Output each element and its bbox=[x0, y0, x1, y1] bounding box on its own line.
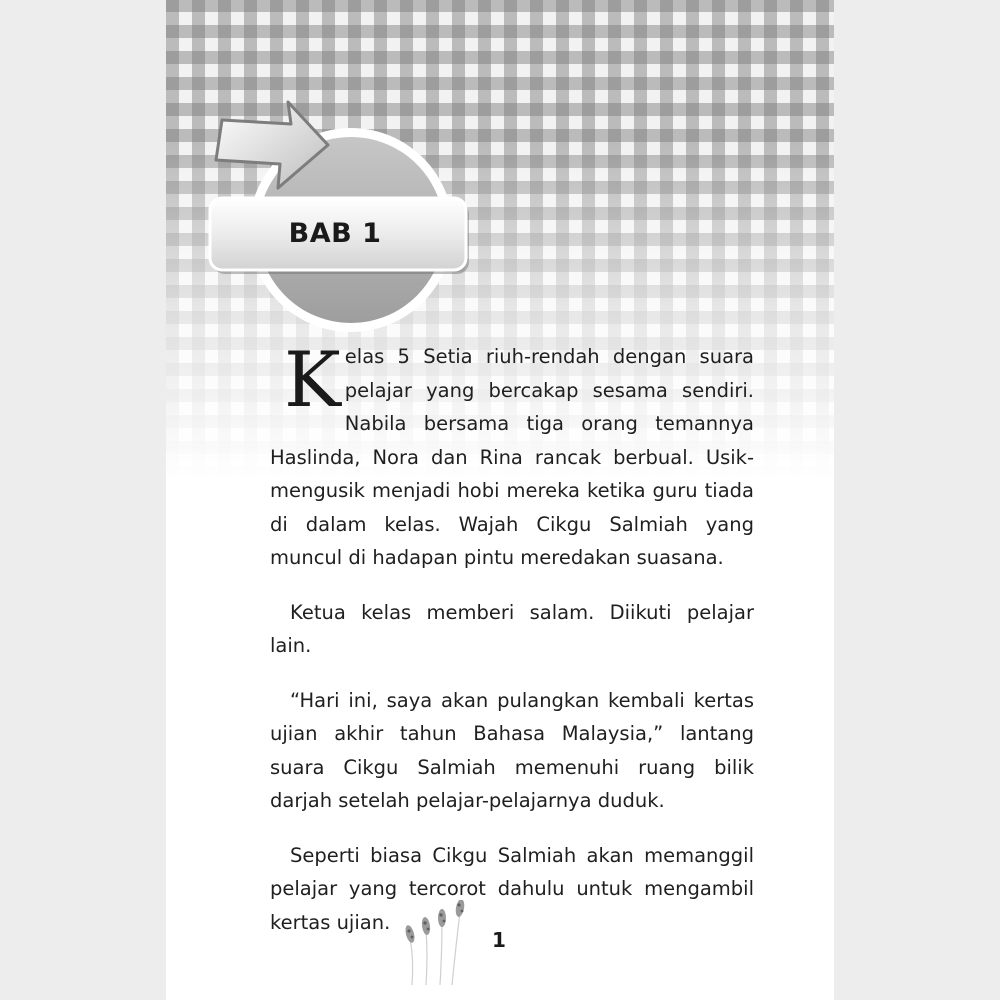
book-page bbox=[166, 0, 834, 1000]
paragraph-1-text: elas 5 Setia riuh-rendah dengan suara pelajar yang bercakap sesama sendiri. Nabila bersama tiga orang temannya Haslinda, Nora dan Rina rancak berbual. Usik-mengusik menjadi hobi mereka ketika guru tiada di dalam kelas. Wajah Cikgu Salmiah yang muncul di hadapan pintu meredakan suasana. bbox=[270, 345, 754, 569]
paragraph-1 bbox=[270, 335, 754, 575]
paragraph-3: “Hari ini, saya akan pulangkan kembali kertas ujian akhir tahun Bahasa Malaysia,” lantang suara Cikgu Salmiah memenuhi ruang bilik darjah setelah pelajar-pelajarnya duduk. bbox=[270, 688, 754, 812]
paragraph-4: Seperti biasa Cikgu Salmiah akan memanggil pelajar yang tercorot dahulu untuk mengambil kertas ujian. bbox=[270, 843, 754, 934]
paragraph-2: Ketua kelas memberi salam. Diikuti pelajar lain. bbox=[270, 600, 754, 657]
page-number: 1 bbox=[492, 928, 506, 952]
flower-sprig-icon bbox=[392, 900, 492, 990]
chapter-title: BAB 1 bbox=[288, 217, 382, 249]
body-text bbox=[270, 335, 754, 960]
drop-cap: K bbox=[284, 335, 341, 424]
